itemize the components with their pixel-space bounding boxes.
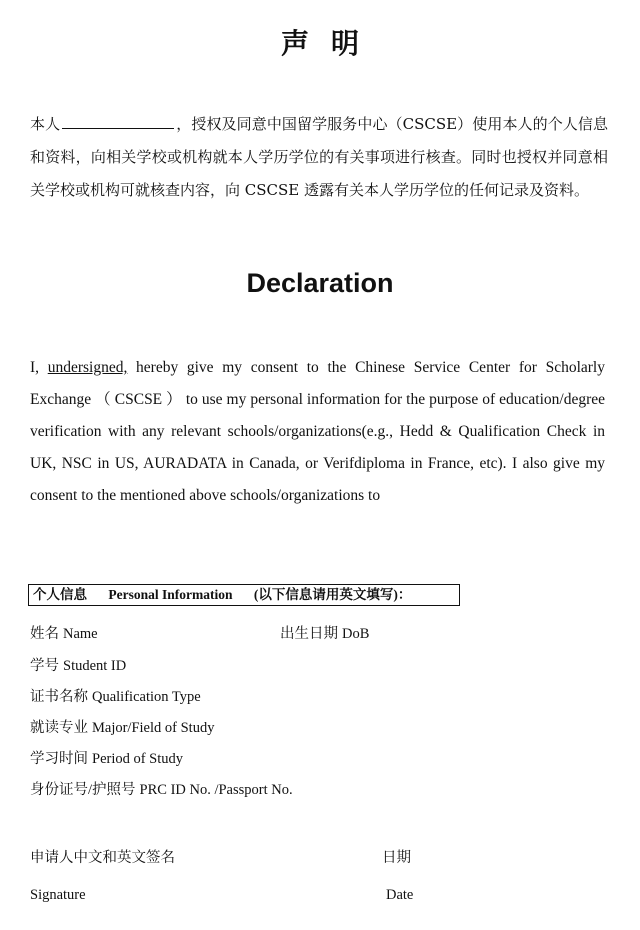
date-label-cn: 日期 [382, 850, 411, 866]
field-period-cn: 学习时间 [30, 751, 88, 767]
field-dob-en: DoB [342, 626, 370, 642]
field-period-en: Period of Study [92, 751, 184, 767]
field-name-en: Name [63, 626, 98, 642]
field-dob [280, 622, 369, 643]
english-paragraph-undersigned: undersigned, [47, 359, 128, 376]
field-period [30, 747, 183, 768]
field-major-en: Major/Field of Study [92, 720, 215, 736]
english-paragraph-text: hereby give my consent to the Chinese Service Center for Scholarly Exchange （ CSCSE ） to use my personal information for the purpose of education/degree verification with any relevant schools/organizations(e.g., Hedd & Qualification Check in UK, NSC in US, AURADATA in Canada, or Verifdiploma in France, etc). I also give my consent to the mentioned above schools/organizations to [30, 359, 605, 504]
personal-info-header [28, 584, 460, 606]
english-paragraph-start: I, [30, 359, 48, 376]
field-major-cn: 就读专业 [30, 720, 88, 736]
english-paragraph [30, 352, 605, 512]
field-id-no-en: PRC ID No. /Passport No. [139, 782, 293, 798]
chinese-paragraph-prefix: 本人 [30, 115, 61, 133]
personal-info-header-note: (以下信息请用英文填写)： [253, 587, 412, 602]
field-student-id-cn: 学号 [30, 658, 59, 674]
personal-info-header-cn: 个人信息 [33, 587, 87, 602]
chinese-title: 声明 [280, 27, 381, 60]
field-major [30, 716, 214, 737]
field-qualification-en: Qualification Type [92, 689, 201, 705]
field-name [30, 622, 98, 643]
field-name-cn: 姓名 [30, 626, 59, 642]
field-qualification-cn: 证书名称 [30, 689, 88, 705]
field-id-no-cn: 身份证号/护照号 [30, 782, 136, 798]
field-student-id-en: Student ID [63, 658, 127, 674]
field-id-no [30, 778, 293, 799]
signature-label-en: Signature [30, 887, 86, 903]
chinese-paragraph-text: ，授权及同意中国留学服务中心（CSCSE）使用本人的个人信息和资料，向相关学校或机构就本人学历学位的有关事项进行核查。同时也授权并同意相关学校或机构可就核查内容，向 CSCSE 透露有关本人学历学位的任何记录及资料。 [30, 115, 608, 199]
chinese-paragraph [30, 108, 608, 207]
field-qualification [30, 685, 201, 706]
english-title: Declaration [246, 268, 394, 298]
date-label-en: Date [386, 887, 414, 903]
name-blank-line [62, 114, 174, 129]
field-dob-cn: 出生日期 [280, 626, 338, 642]
field-student-id [30, 654, 126, 675]
personal-info-header-en: Personal Information [108, 587, 233, 602]
signature-label-cn: 申请人中文和英文签名 [30, 850, 175, 866]
